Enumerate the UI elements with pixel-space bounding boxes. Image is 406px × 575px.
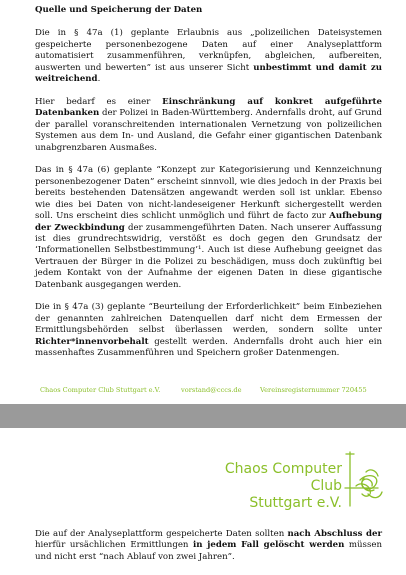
- paragraph-restriction: [35, 97, 382, 154]
- logo-line-1: Chaos Computer Club: [224, 461, 342, 494]
- chaos-knot-logo-icon: [338, 450, 386, 512]
- bold-run: unbestimmt und damit zu weitreichend: [35, 62, 382, 85]
- footer-email: vorstand@cccs.de: [181, 386, 242, 394]
- text-run: Das in § 47a (6) geplante “Konzept zur Kategorisierung und Kennzeichnung personenbezogener Daten” erscheint sinnvoll, wie dies jedoch in der Praxis bei bereits bestehenden Datensätzen angewandt werden soll ist unklar. Ebenso wie dies bei Daten von nicht-landeseigener Herkunft sichergestellt werden soll. Uns erscheint dies schlicht unmöglich und führt de facto zur: [35, 165, 382, 222]
- text-run: der zusammengeführten Daten. Nach unserer Auffassung ist dies grundrechtswidrig, verstößt es doch gegen den Grundsatz der ‘Informationellen Selbstbestimmung’¹. Auch ist diese Aufhebung geeignet das Vertrauen der Bürger in die Polizei zu beschädigen, muss doch zukünftig bei jedem Kontakt von der Aufnahme der eigenen Daten in diese gigantische Datenbank ausgegangen werden.: [35, 222, 382, 290]
- bold-run: in jedem Fall gelöscht werden: [192, 540, 345, 551]
- document-page-2: [0, 428, 406, 567]
- footer-register: Vereinsregisternummer 720455: [260, 386, 367, 394]
- section-heading: Quelle und Speicherung der Daten: [35, 5, 203, 15]
- paragraph-scope: [35, 28, 382, 85]
- page-2-content: [35, 529, 382, 575]
- paragraph-deletion: [35, 529, 382, 563]
- paragraph-categorization: [35, 165, 382, 290]
- text-run: .: [97, 74, 101, 85]
- text-run: Die in § 47a (1) geplante Erlaubnis aus „polizeilichen Dateisystemen gespeicherte personenbezogene Daten auf einer Analyseplattform automatisiert zusammenführen, verknüpfen, abgleichen, aufbereiten, auswerten und bewerten” ist aus unserer Sicht: [35, 28, 382, 73]
- club-logo-text: [192, 461, 342, 512]
- paragraph-necessity: [35, 302, 382, 359]
- text-run: müssen und nicht erst “nach Ablauf von zwei Jahren”.: [35, 540, 382, 562]
- bold-run: nach Abschluss der: [287, 529, 382, 539]
- text-run: Die in § 47a (3) geplante “Beurteilung der Erforderlichkeit” beim Einbeziehen der genannten zahlreichen Datenquellen darf nicht dem Ermessen der Ermittlungsbehörden selbst überlassen werden, sondern sollte unter: [35, 302, 382, 336]
- footer-org: Chaos Computer Club Stuttgart e.V.: [40, 386, 161, 394]
- page-separator: [0, 404, 406, 428]
- bold-run: Aufhebung der Zweckbindung: [35, 211, 382, 233]
- text-run: hierfür ursächlichen Ermittlungen: [35, 540, 193, 551]
- bold-run: Einschränkung auf konkret aufgeführte Datenbanken: [35, 96, 382, 119]
- page-footer: [0, 386, 406, 398]
- page-1-content: [35, 5, 382, 371]
- text-run: der Polizei in Baden-Württemberg. Andernfalls droht, auf Grund der parallel voranschreitenden internationalen Vernetzung von polizeilichen Systemen aus dem In- und Ausland, die Gefahr einer gigantischen Datenbank unabgrenzbaren Ausmaßes.: [35, 108, 382, 153]
- text-run: Die auf der Analyseplattform gespeicherte Daten sollten: [35, 529, 288, 539]
- text-run: Hier bedarf es einer: [35, 96, 163, 107]
- text-run: gestellt werden. Andernfalls droht auch hier ein massenhaftes Zusammenführen und Speichern großer Datenmengen.: [35, 336, 382, 359]
- bold-run: Richter*innenvorbehalt: [35, 336, 149, 347]
- logo-line-2: Stuttgart e.V.: [249, 495, 342, 511]
